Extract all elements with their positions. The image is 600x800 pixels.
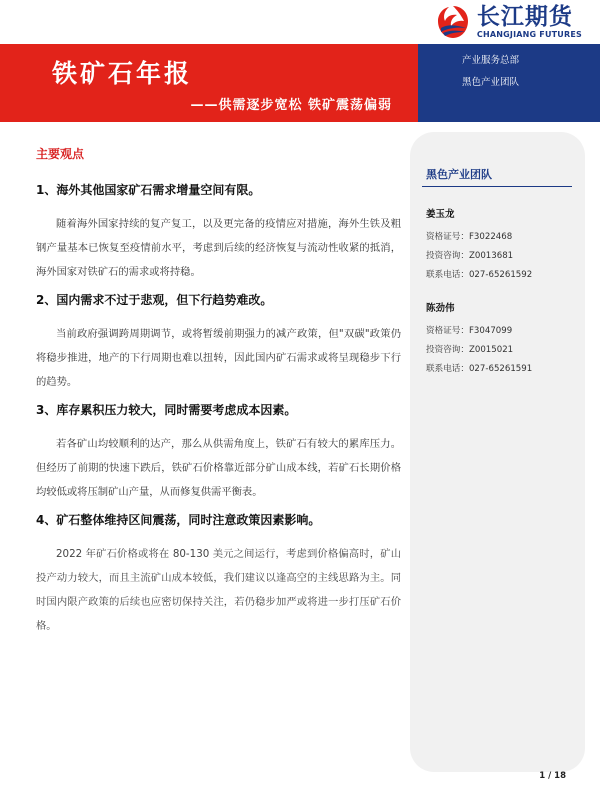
point-title-2: 2、国内需求不过于悲观，但下行趋势难改。 bbox=[36, 293, 273, 307]
point-body-2: 当前政府强调跨周期调节，或将暂缓前期强力的减产政策，但"双碳"政策仍将稳步推进，地产的下行周期也难以扭转，因此国内矿石需求或将呈现稳步下行的趋势。 bbox=[36, 328, 401, 388]
report-title: 铁矿石年报 bbox=[52, 59, 193, 88]
logo-chinese-name: 长江期货 bbox=[476, 4, 573, 30]
department-name: 产业服务总部 bbox=[462, 55, 520, 66]
contact-cert: 资格证号：F3022468 bbox=[426, 232, 513, 242]
logo-english-name: CHANGJIANG FUTURES bbox=[476, 30, 582, 39]
sidebar-divider bbox=[422, 186, 572, 187]
logo-mark-icon bbox=[433, 4, 473, 40]
contact-invest: 投资咨询：Z0013681 bbox=[426, 251, 514, 261]
contact-phone: 联系电话：027-65261591 bbox=[426, 364, 533, 374]
point-title-1: 1、海外其他国家矿石需求增量空间有限。 bbox=[36, 183, 261, 197]
contact-card bbox=[426, 206, 532, 285]
point-title-3: 3、库存累积压力较大，同时需要考虑成本因素。 bbox=[36, 403, 297, 417]
company-logo bbox=[433, 4, 582, 40]
contact-name: 姜玉龙 bbox=[426, 209, 455, 220]
contact-cert: 资格证号：F3047099 bbox=[426, 326, 513, 336]
page-number: 1 / 18 bbox=[539, 771, 566, 781]
point-body-3: 若各矿山均较顺利的达产，那么从供需角度上，铁矿石有较大的累库压力。但经历了前期的快速下跌后，铁矿石价格靠近部分矿山成本线，若矿石长期价格均较低或将压制矿山产量，从而修复供需平衡表。 bbox=[36, 438, 401, 498]
contact-name: 陈劲伟 bbox=[426, 303, 455, 314]
report-subtitle: ——供需逐步宽松 铁矿震荡偏弱 bbox=[190, 98, 392, 113]
point-title-4: 4、矿石整体维持区间震荡，同时注意政策因素影响。 bbox=[36, 513, 321, 527]
team-sidebar bbox=[410, 132, 585, 772]
point-body-4: 2022 年矿石价格或将在 80-130 美元之间运行，考虑到价格偏高时，矿山投产动力较大，而且主流矿山成本较低，我们建议以逢高空的主线思路为主。同时国内限产政策的后续也应密切保持关注，若仍稳步加严或将进一步打压矿石价格。 bbox=[36, 548, 401, 632]
section-heading: 主要观点 bbox=[36, 147, 85, 161]
contact-phone: 联系电话：027-65261592 bbox=[426, 270, 533, 280]
contact-invest: 投资咨询：Z0015021 bbox=[426, 345, 514, 355]
title-banner bbox=[0, 44, 418, 122]
contact-card bbox=[426, 300, 532, 379]
sidebar-title: 黑色产业团队 bbox=[426, 168, 492, 181]
department-banner bbox=[418, 44, 600, 122]
main-content bbox=[36, 145, 401, 646]
point-body-1: 随着海外国家持续的复产复工，以及更完备的疫情应对措施，海外生铁及粗钢产量基本已恢复至疫情前水平，考虑到后续的经济恢复与流动性收紧的抵消，海外国家对铁矿石的需求或将持稳。 bbox=[36, 218, 401, 278]
team-name: 黑色产业团队 bbox=[462, 77, 520, 88]
